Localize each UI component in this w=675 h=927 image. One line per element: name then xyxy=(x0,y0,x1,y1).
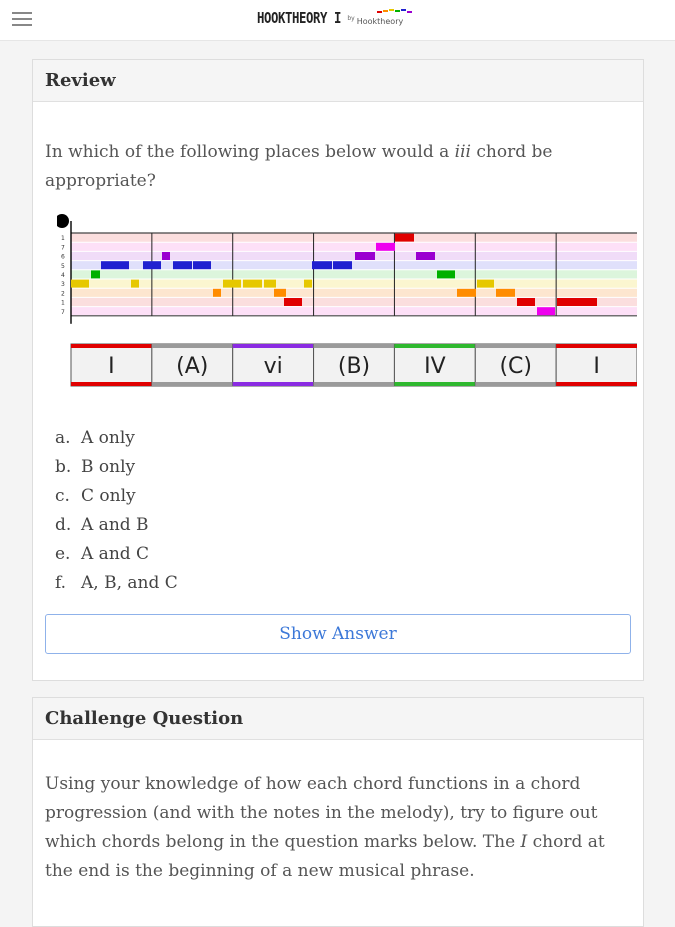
scale-degree-label: 1 xyxy=(61,235,65,243)
brand xyxy=(257,9,403,27)
chord-label: IV xyxy=(424,354,446,379)
chord-box-bottom-stripe xyxy=(71,382,152,386)
melody-note xyxy=(274,289,286,297)
review-question: In which of the following places below would a iii chord be appropriate? xyxy=(45,142,553,191)
top-bar xyxy=(0,0,675,41)
melody-note xyxy=(101,261,129,269)
melody-note xyxy=(437,270,455,278)
scale-degree-label: 4 xyxy=(61,271,65,279)
chord-box xyxy=(556,344,637,386)
challenge-heading: Challenge Question xyxy=(33,698,643,740)
app-title: HOOKTHEORY I xyxy=(257,9,341,27)
chord-box xyxy=(152,344,233,386)
review-card xyxy=(32,59,644,681)
melody-note xyxy=(477,280,494,288)
melody-note xyxy=(131,280,139,288)
scale-degree-label: 7 xyxy=(61,244,65,252)
scale-degree-label: 1 xyxy=(61,299,65,307)
staff-band xyxy=(71,251,637,260)
chord-box-top-stripe xyxy=(314,344,395,348)
melody-note xyxy=(284,298,302,306)
staff-band xyxy=(71,279,637,288)
melody-chord-diagram xyxy=(57,211,637,391)
melody-note xyxy=(376,243,395,251)
chord-box-top-stripe xyxy=(233,344,314,348)
hooktheory-logo-icon xyxy=(377,8,417,14)
chord-box-bottom-stripe xyxy=(556,382,637,386)
melody-note xyxy=(223,280,241,288)
melody-note xyxy=(517,298,535,306)
review-heading: Review xyxy=(33,60,643,102)
chord-box-bottom-stripe xyxy=(475,382,556,386)
show-answer-button[interactable]: Show Answer xyxy=(45,614,631,654)
choice-c[interactable]: c. C only xyxy=(55,486,136,506)
chord-box xyxy=(394,344,475,386)
melody-note xyxy=(143,261,161,269)
melody-note xyxy=(162,252,170,260)
melody-note xyxy=(71,280,89,288)
staff-band xyxy=(71,297,637,306)
melody-note xyxy=(304,280,312,288)
staff-band xyxy=(71,242,637,251)
chord-box xyxy=(475,344,556,386)
chord-box-top-stripe xyxy=(71,344,152,348)
hamburger-menu-icon[interactable] xyxy=(12,12,32,28)
choice-b[interactable]: b. B only xyxy=(55,457,136,477)
chord-box-top-stripe xyxy=(152,344,233,348)
publisher-name: Hooktheory xyxy=(356,16,404,26)
melody-note xyxy=(416,252,435,260)
chord-box xyxy=(314,344,395,386)
chord-box-bottom-stripe xyxy=(394,382,475,386)
choice-e[interactable]: e. A and C xyxy=(55,544,150,564)
chord-label: I xyxy=(108,354,115,379)
choice-f[interactable]: f. A, B, and C xyxy=(55,573,178,593)
chord-box-top-stripe xyxy=(475,344,556,348)
challenge-text: Using your knowledge of how each chord functions in a chord progression (and with the notes in the melody), try to figure out which chords belong in the question marks below. The I chord at the end is the beginning of a new musical phrase. xyxy=(45,774,605,881)
chord-I-label: I xyxy=(520,832,528,852)
melody-note xyxy=(91,270,100,278)
choice-a[interactable]: a. A only xyxy=(55,428,135,448)
melody-note xyxy=(264,280,276,288)
chord-label: vi xyxy=(263,354,283,379)
melody-note xyxy=(537,307,555,315)
scale-degree-label: 2 xyxy=(61,290,65,298)
chord-box-bottom-stripe xyxy=(152,382,233,386)
melody-note xyxy=(557,298,597,306)
melody-note xyxy=(496,289,515,297)
staff-band xyxy=(71,288,637,297)
melody-note xyxy=(193,261,211,269)
chord-label: (A) xyxy=(176,354,209,379)
scale-degree-label: 5 xyxy=(61,262,65,270)
chord-label: (B) xyxy=(337,354,371,379)
chord-label: (C) xyxy=(499,354,532,379)
playhead-marker[interactable] xyxy=(57,214,69,228)
melody-note xyxy=(213,289,221,297)
scale-degree-label: 3 xyxy=(61,281,65,289)
melody-note xyxy=(312,261,332,269)
melody-note xyxy=(457,289,476,297)
chord-iii-label: iii xyxy=(454,142,471,162)
melody-note xyxy=(355,252,375,260)
chord-label: I xyxy=(593,354,600,379)
melody-note xyxy=(173,261,192,269)
chord-box xyxy=(233,344,314,386)
chord-box-bottom-stripe xyxy=(314,382,395,386)
scale-degree-label: 7 xyxy=(61,308,65,316)
melody-note xyxy=(333,261,352,269)
brand-by: by xyxy=(347,14,355,22)
chord-box xyxy=(71,344,152,386)
melody-note xyxy=(395,234,414,242)
melody-note xyxy=(243,280,262,288)
challenge-card xyxy=(32,697,644,927)
staff-band xyxy=(71,270,637,279)
answer-choices xyxy=(55,424,178,598)
chord-box-top-stripe xyxy=(556,344,637,348)
choice-d[interactable]: d. A and B xyxy=(55,515,149,535)
chord-box-bottom-stripe xyxy=(233,382,314,386)
chord-box-top-stripe xyxy=(394,344,475,348)
staff-band xyxy=(71,233,637,242)
scale-degree-label: 6 xyxy=(61,253,65,261)
